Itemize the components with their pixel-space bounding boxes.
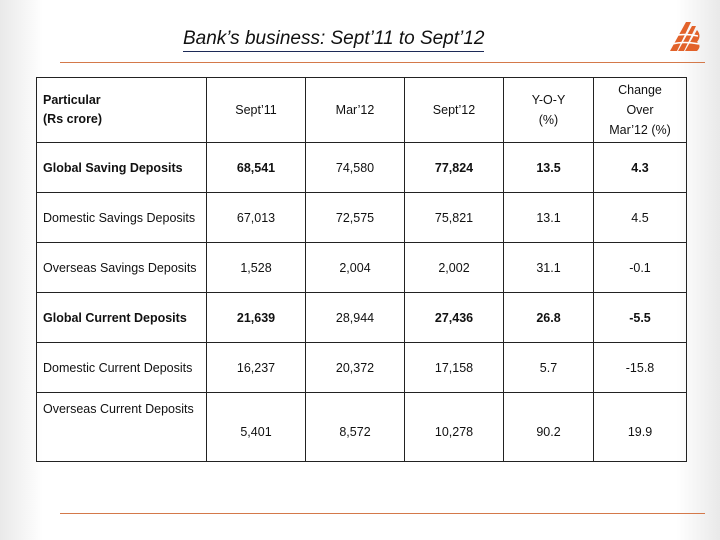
cell-sept12: 75,821 (405, 193, 504, 243)
row-label: Overseas Current Deposits (37, 393, 207, 462)
cell-change: -0.1 (594, 243, 687, 293)
cell-mar12: 72,575 (306, 193, 405, 243)
table-header-row (37, 78, 687, 143)
cell-mar12: 74,580 (306, 143, 405, 193)
table-row (37, 293, 687, 343)
cell-change: -15.8 (594, 343, 687, 393)
cell-change: -5.5 (594, 293, 687, 343)
table-row (37, 243, 687, 293)
cell-sept11: 67,013 (207, 193, 306, 243)
cell-sept12: 27,436 (405, 293, 504, 343)
header-sept11: Sept’11 (207, 78, 306, 143)
cell-change: 4.5 (594, 193, 687, 243)
row-label: Domestic Current Deposits (37, 343, 207, 393)
table-row (37, 193, 687, 243)
header-divider (60, 62, 705, 63)
row-label: Overseas Savings Deposits (37, 243, 207, 293)
cell-sept12: 17,158 (405, 343, 504, 393)
bank-of-baroda-logo-icon (664, 16, 704, 56)
cell-change: 4.3 (594, 143, 687, 193)
cell-sept12: 77,824 (405, 143, 504, 193)
cell-sept12: 2,002 (405, 243, 504, 293)
header-change: Change Over Mar’12 (%) (594, 78, 687, 143)
cell-yoy: 13.1 (504, 193, 594, 243)
header-mar12: Mar’12 (306, 78, 405, 143)
table-row (37, 143, 687, 193)
cell-change: 19.9 (594, 393, 687, 462)
table-row (37, 393, 687, 462)
table-row (37, 343, 687, 393)
cell-sept11: 5,401 (207, 393, 306, 462)
cell-mar12: 20,372 (306, 343, 405, 393)
header-sept12: Sept’12 (405, 78, 504, 143)
row-label: Domestic Savings Deposits (37, 193, 207, 243)
cell-mar12: 2,004 (306, 243, 405, 293)
cell-mar12: 28,944 (306, 293, 405, 343)
cell-sept11: 1,528 (207, 243, 306, 293)
cell-yoy: 13.5 (504, 143, 594, 193)
cell-sept12: 10,278 (405, 393, 504, 462)
header-particular: Particular (Rs crore) (37, 78, 207, 143)
cell-yoy: 31.1 (504, 243, 594, 293)
row-label: Global Current Deposits (37, 293, 207, 343)
header-yoy: Y-O-Y (%) (504, 78, 594, 143)
cell-sept11: 16,237 (207, 343, 306, 393)
cell-sept11: 68,541 (207, 143, 306, 193)
row-label: Global Saving Deposits (37, 143, 207, 193)
page-title: Bank’s business: Sept’11 to Sept’12 (183, 28, 484, 52)
cell-yoy: 90.2 (504, 393, 594, 462)
cell-mar12: 8,572 (306, 393, 405, 462)
cell-yoy: 26.8 (504, 293, 594, 343)
footer-divider (60, 513, 705, 514)
cell-yoy: 5.7 (504, 343, 594, 393)
deposits-table (36, 77, 687, 462)
cell-sept11: 21,639 (207, 293, 306, 343)
